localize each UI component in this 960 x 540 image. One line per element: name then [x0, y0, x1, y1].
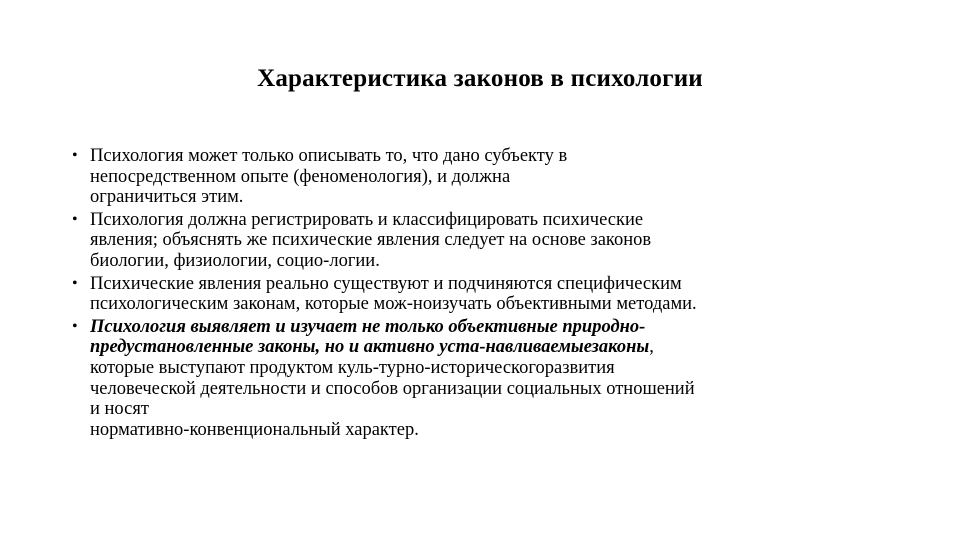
bullet-emphasis-text: предустановленные законы, но и активно уста-навливаемыезаконы: [90, 337, 650, 358]
bullet-icon: •: [72, 210, 78, 228]
bullet-text-line: которые выступают продуктом куль-турно-историческогоразвития: [90, 357, 615, 378]
slide-title: Характеристика законов в психологии: [257, 65, 703, 92]
bullet-text-line: непосредственном опыте (феноменология), и должна: [90, 166, 511, 187]
bullet-emphasis-tail: ,: [649, 337, 654, 358]
bullet-item: [72, 274, 902, 315]
bullet-text-line: Психология может только описывать то, что дано субъекту в: [90, 146, 568, 166]
bullet-text-line: нормативно-конвенциональный характер.: [90, 419, 419, 440]
bullet-text-line: человеческой деятельности и способов организации социальных отношений: [90, 378, 695, 399]
bullet-text-line: ограничиться этим.: [90, 187, 244, 208]
bullet-text-line: и носят: [90, 399, 149, 420]
bullet-item: [72, 317, 902, 441]
bullet-text-line: психологическим законам, которые мож-ноизучать объективными методами.: [90, 294, 697, 315]
bullet-item: [72, 210, 902, 272]
bullet-item: [72, 146, 902, 208]
bullet-text-line: явления; объяснять же психические явления следует на основе законов: [90, 230, 652, 251]
bullet-text-line: Психические явления реально существуют и подчиняются специфическим: [90, 273, 682, 294]
bullet-text-line: Психология должна регистрировать и классифицировать психические: [90, 209, 644, 230]
bullet-icon: •: [72, 317, 78, 335]
bullet-text-line: биологии, физиологии, социо-логии.: [90, 250, 380, 271]
bullet-icon: •: [72, 147, 78, 164]
bullet-mixed-line: [90, 337, 902, 358]
bullet-list: [72, 146, 902, 442]
bullet-icon: •: [72, 274, 78, 292]
bullet-emphasis-line: Психология выявляет и изучает не только объективные природно-: [90, 316, 646, 337]
